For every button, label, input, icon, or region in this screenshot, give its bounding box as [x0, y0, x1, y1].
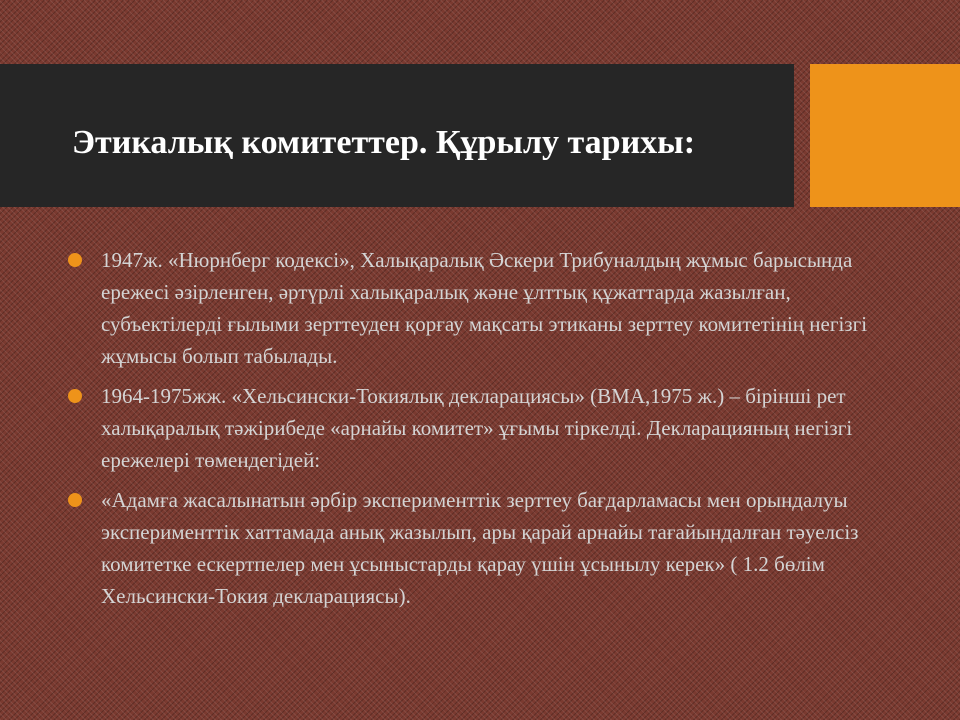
- bullet-item: [68, 244, 898, 372]
- bullet-item: [68, 380, 898, 476]
- bullet-dot-icon: [68, 389, 82, 403]
- bullet-dot-icon: [68, 253, 82, 267]
- bullet-text: «Адамға жасалынатын әрбір эксперименттік зерттеу бағдарламасы мен орындалуы эксперименттік хаттамада анық жазылып, ары қарай арнайы тағайындалған тәуелсіз комитетке ескертпелер мен ұсыныстарды қарау үшін ұсынылу керек» ( 1.2 бөлім Хельсински-Токия декларациясы).: [101, 488, 859, 608]
- bullet-text: 1947ж. «Нюрнберг кодексі», Халықаралық Әскери Трибуналдың жұмыс барысында ережесі әзірленген, әртүрлі халықаралық және ұлттық құжаттарда жазылған, субъектілерді ғылыми зерттеуден қорғау мақсаты этиканы зерттеу комитетінің негізгі жұмысы болып табылады.: [101, 248, 868, 368]
- slide-title: Этикалық комитеттер. Құрылу тарихы:: [72, 124, 696, 161]
- accent-box: [810, 64, 960, 207]
- bullet-list: [68, 244, 898, 620]
- bullet-item: [68, 484, 898, 612]
- bullet-dot-icon: [68, 493, 82, 507]
- bullet-text: 1964-1975жж. «Хельсински-Токиялық декларациясы» (ВМА,1975 ж.) – бірінші рет халықаралық тәжірибеде «арнайы комитет» ұғымы тіркелді. Декларацияның негізгі ережелері төмендегідей:: [101, 384, 853, 472]
